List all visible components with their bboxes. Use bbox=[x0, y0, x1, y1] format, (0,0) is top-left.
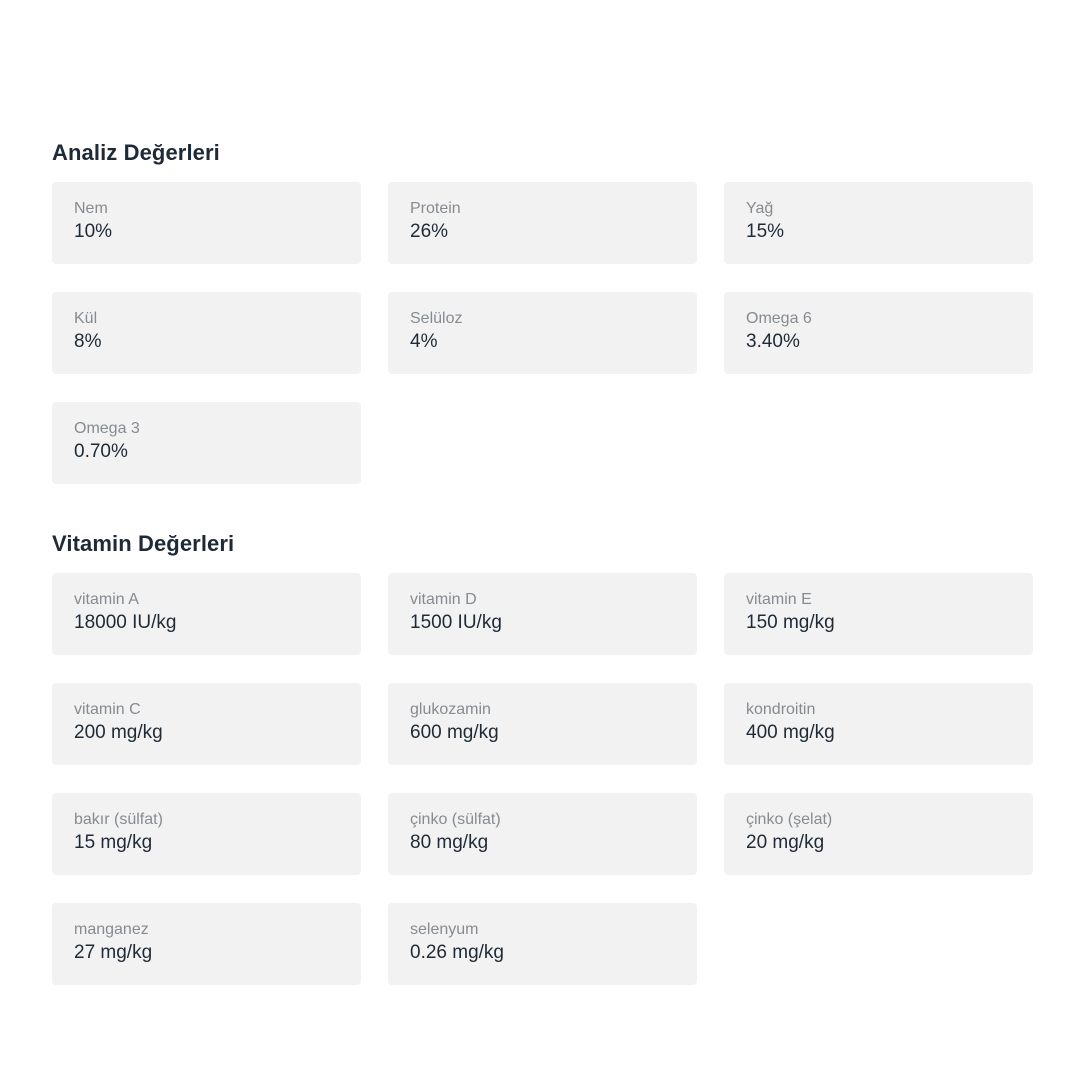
analiz-card-omega-6 bbox=[724, 292, 1033, 374]
card-value: 18000 IU/kg bbox=[74, 612, 177, 633]
card-label: Protein bbox=[410, 200, 461, 217]
card-value: 200 mg/kg bbox=[74, 722, 163, 743]
card-value: 80 mg/kg bbox=[410, 832, 489, 853]
card-label: çinko (sülfat) bbox=[410, 811, 501, 828]
vitamin-section-title: Vitamin Değerleri bbox=[52, 531, 235, 556]
vitamin-card-vitamin-e bbox=[724, 573, 1033, 655]
card-label: manganez bbox=[74, 921, 149, 938]
analiz-card-yag bbox=[724, 182, 1033, 264]
analiz-card-protein bbox=[388, 182, 697, 264]
card-value: 150 mg/kg bbox=[746, 612, 835, 633]
card-value: 0.70% bbox=[74, 441, 128, 462]
card-value: 8% bbox=[74, 331, 102, 352]
vitamin-card-vitamin-d bbox=[388, 573, 697, 655]
vitamin-card-cinko-sulfat bbox=[388, 793, 697, 875]
analiz-grid bbox=[52, 182, 1033, 484]
card-value: 400 mg/kg bbox=[746, 722, 835, 743]
card-label: çinko (şelat) bbox=[746, 811, 833, 828]
card-label: kondroitin bbox=[746, 701, 816, 718]
card-label: vitamin C bbox=[74, 701, 141, 718]
vitamin-card-manganez bbox=[52, 903, 361, 985]
card-value: 10% bbox=[74, 221, 113, 242]
analiz-section-title: Analiz Değerleri bbox=[52, 140, 220, 165]
card-value: 600 mg/kg bbox=[410, 722, 499, 743]
card-label: Nem bbox=[74, 200, 108, 217]
card-label: vitamin E bbox=[746, 591, 812, 608]
card-label: Omega 3 bbox=[74, 420, 140, 437]
vitamin-card-selenyum bbox=[388, 903, 697, 985]
card-label: selenyum bbox=[410, 921, 479, 938]
card-label: vitamin D bbox=[410, 591, 477, 608]
card-value: 3.40% bbox=[746, 331, 800, 352]
vitamin-card-vitamin-a bbox=[52, 573, 361, 655]
card-value: 20 mg/kg bbox=[746, 832, 825, 853]
vitamin-card-vitamin-c bbox=[52, 683, 361, 765]
card-value: 26% bbox=[410, 221, 449, 242]
analiz-card-omega-3 bbox=[52, 402, 361, 484]
card-value: 15% bbox=[746, 221, 785, 242]
vitamin-grid bbox=[52, 573, 1033, 985]
card-label: Omega 6 bbox=[746, 310, 812, 327]
card-value: 1500 IU/kg bbox=[410, 612, 502, 633]
analiz-card-kul bbox=[52, 292, 361, 374]
analiz-card-nem bbox=[52, 182, 361, 264]
card-value: 15 mg/kg bbox=[74, 832, 153, 853]
vitamin-card-cinko-selat bbox=[724, 793, 1033, 875]
analiz-card-seluloz bbox=[388, 292, 697, 374]
card-value: 0.26 mg/kg bbox=[410, 942, 504, 963]
vitamin-card-kondroitin bbox=[724, 683, 1033, 765]
card-label: Yağ bbox=[746, 200, 774, 217]
card-label: Kül bbox=[74, 310, 98, 327]
card-value: 4% bbox=[410, 331, 438, 352]
card-value: 27 mg/kg bbox=[74, 942, 153, 963]
card-label: glukozamin bbox=[410, 701, 491, 718]
card-label: vitamin A bbox=[74, 591, 139, 608]
card-label: bakır (sülfat) bbox=[74, 811, 163, 828]
card-label: Selüloz bbox=[410, 310, 463, 327]
vitamin-card-glukozamin bbox=[388, 683, 697, 765]
vitamin-card-bakir-sulfat bbox=[52, 793, 361, 875]
